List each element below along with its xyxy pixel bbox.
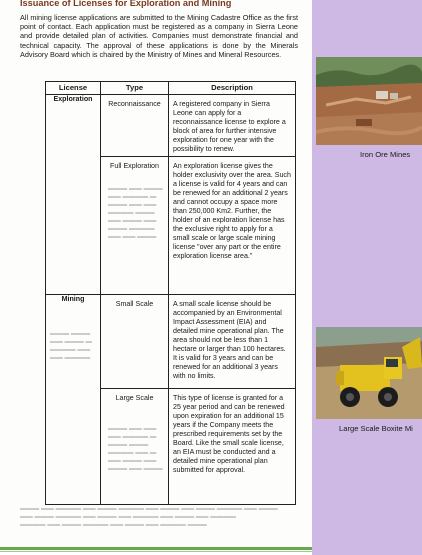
type-cell: Small Scale [101, 295, 169, 389]
bauxite-mine-photo [316, 327, 422, 419]
column-header-license: License [46, 82, 101, 95]
table-header-row [46, 82, 296, 95]
bottom-divider-thin [0, 551, 312, 552]
column-header-description: Description [169, 82, 296, 95]
license-table [45, 81, 296, 505]
type-cell: Large Scale [101, 389, 169, 505]
type-cell: Reconnaissance [101, 95, 169, 157]
description-cell: An exploration license gives the holder exclusivity over the area. Such a license is valid for 4 years and can be renewed for an additional 2 years and cannot occupy a space more than 250,000 Km2. Further, the holder of an exploration license has the exclusive right to apply for a small scale or large scale mining license "over any part or the entire exploration license area." [169, 157, 296, 295]
license-cell-mining: Mining [46, 295, 101, 505]
bleed-through-text: ▬▬▬ ▬▬ ▬▬▬▬ ▬▬ ▬▬▬ ▬▬▬▬ ▬▬ ▬▬▬ ▬▬ ▬▬▬ ▬▬▬▬ ▬▬ ▬▬▬ ▬▬ ▬▬▬ ▬▬▬▬ ▬▬ ▬▬▬ ▬▬ ▬▬▬▬ ▬▬ ▬▬▬ ▬▬ ▬▬▬▬ ▬▬▬▬ ▬▬ ▬▬▬ ▬▬▬▬ ▬▬ ▬▬▬ ▬▬ ▬▬▬▬ ▬▬▬ [20, 505, 278, 528]
table-row [46, 95, 296, 157]
bleed-through-text: ▬▬▬ ▬▬ ▬▬ ▬▬ ▬▬▬▬ ▬ ▬▬▬ ▬▬▬ ▬▬▬▬ ▬▬ ▬ ▬▬ ▬▬▬ ▬▬ ▬▬▬ ▬▬ ▬▬▬ [108, 425, 163, 472]
table-row [46, 295, 296, 389]
license-cell-exploration: Exploration [46, 95, 101, 295]
bleed-through-text: ▬▬▬ ▬▬ ▬▬▬ ▬▬ ▬▬▬▬ ▬ ▬▬▬ ▬▬ ▬▬ ▬▬▬▬ ▬▬▬ ▬▬ ▬▬▬ ▬▬ ▬▬▬ ▬▬▬▬ ▬▬ ▬▬ ▬▬▬ [108, 185, 163, 240]
iron-ore-mines-photo [316, 57, 422, 145]
bottom-divider [0, 547, 312, 550]
type-cell: Full Exploration [101, 157, 169, 295]
bleed-through-text: ▬▬▬ ▬▬▬ ▬▬ ▬▬▬ ▬ ▬▬▬▬ ▬▬ ▬▬ ▬▬▬▬ [50, 330, 92, 361]
column-header-type: Type [101, 82, 169, 95]
section-heading: Issuance of Licenses for Exploration and Mining [20, 0, 232, 8]
description-cell: A small scale license should be accompanied by an Environmental Impact Assessment (EIA) and detailed mine operational plan. The area should not be less than 1 hectare or larger than 100 hectares. It is valid for 3 years and can be renewed for an additional 3 years with no limits. [169, 295, 296, 389]
intro-paragraph: All mining license applications are submitted to the Mining Cadastre Office as the first point of contact. Each application must be registered as a company in Sierra Leone and provide detailed plan of activities. Companies must demonstrate financial and technical capacity. The approval of these applications is done by the Minerals Advisory Board which is chaired by the Ministry of Mines and Mineral Resources. [20, 13, 298, 59]
bauxite-caption: Large Scale Boxite Mi [339, 424, 413, 433]
description-cell: A registered company in Sierra Leone can apply for a reconnaissance license to explore a block of area for further intensive exploration for one year with the possibility to renew. [169, 95, 296, 157]
description-cell: This type of license is granted for a 25 year period and can be renewed upon expiration for an additional 15 years if the Company meets the prescribed requirements set by the Board. Like the small scale license, an EIA must be conducted and a detailed mine operational plan submitted for approval. [169, 389, 296, 505]
iron-ore-caption: Iron Ore Mines [360, 150, 411, 159]
